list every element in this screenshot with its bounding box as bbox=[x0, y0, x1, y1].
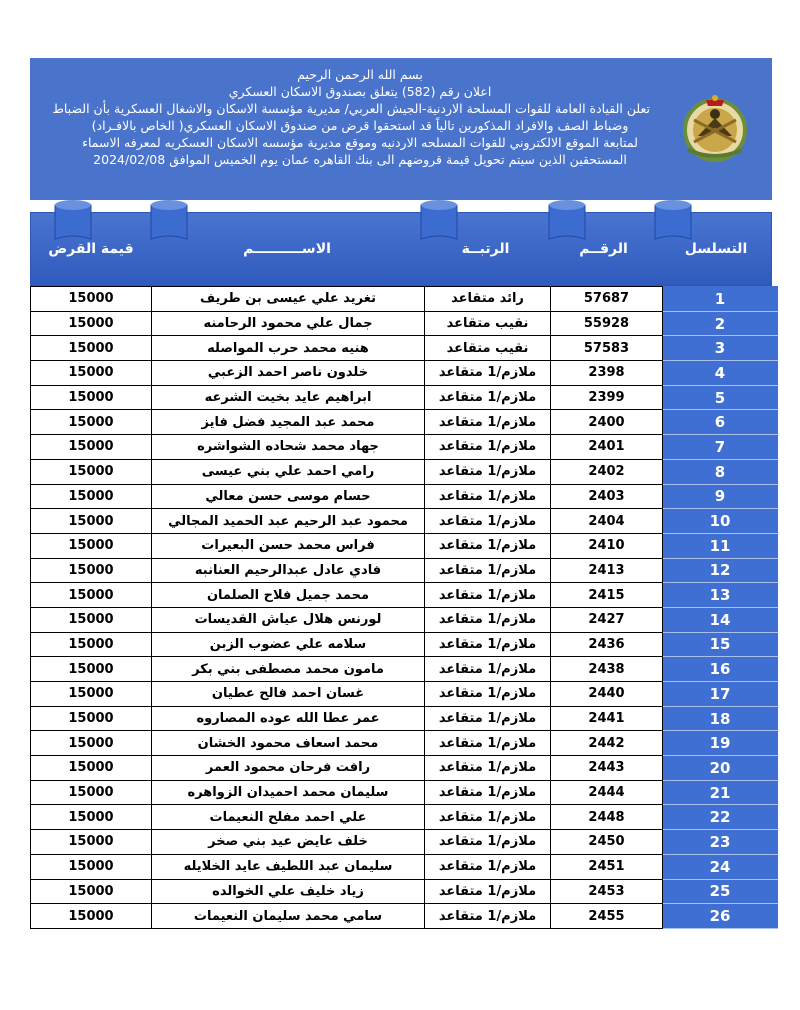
seq-cell: 26 bbox=[663, 904, 778, 929]
table-row bbox=[31, 632, 778, 657]
rank-cell: ملازم/1 متقاعد bbox=[425, 830, 551, 855]
name-cell: محمود عبد الرحيم عبد الحميد المجالي bbox=[152, 509, 425, 534]
header-number: الرقــم bbox=[579, 241, 628, 257]
seq-cell: 22 bbox=[663, 805, 778, 830]
announcement-line: لمتابعة الموقع الالكتروني للقوات المسلحه الاردنيه وموقع مديرية مؤسسه الاسكان العسكريه لمعرفه الاسماء bbox=[82, 135, 638, 150]
seq-cell: 4 bbox=[663, 361, 778, 386]
table-row bbox=[31, 410, 778, 435]
number-cell: 2441 bbox=[551, 706, 663, 731]
amount-cell: 15000 bbox=[31, 879, 152, 904]
seq-cell: 24 bbox=[663, 854, 778, 879]
table-row bbox=[31, 830, 778, 855]
amount-cell: 15000 bbox=[31, 484, 152, 509]
number-cell: 2440 bbox=[551, 682, 663, 707]
announcement-text bbox=[52, 66, 650, 168]
seq-cell: 14 bbox=[663, 607, 778, 632]
basmala-line: بسم الله الرحمن الرحيم bbox=[297, 67, 423, 82]
table-row bbox=[31, 533, 778, 558]
table-row bbox=[31, 311, 778, 336]
rank-cell: ملازم/1 متقاعد bbox=[425, 904, 551, 929]
number-cell: 2402 bbox=[551, 459, 663, 484]
rank-cell: ملازم/1 متقاعد bbox=[425, 361, 551, 386]
name-cell: حسام موسى حسن معالي bbox=[152, 484, 425, 509]
rank-cell: ملازم/1 متقاعد bbox=[425, 632, 551, 657]
table-row bbox=[31, 904, 778, 929]
table-row bbox=[31, 484, 778, 509]
seq-cell: 19 bbox=[663, 731, 778, 756]
number-cell: 2451 bbox=[551, 854, 663, 879]
rank-cell: ملازم/1 متقاعد bbox=[425, 558, 551, 583]
amount-cell: 15000 bbox=[31, 459, 152, 484]
seq-cell: 12 bbox=[663, 558, 778, 583]
name-cell: سليمان عبد اللطيف عايد الخلايله bbox=[152, 854, 425, 879]
number-cell: 2443 bbox=[551, 756, 663, 781]
table-row bbox=[31, 731, 778, 756]
table-row bbox=[31, 583, 778, 608]
rank-cell: ملازم/1 متقاعد bbox=[425, 805, 551, 830]
number-cell: 55928 bbox=[551, 311, 663, 336]
announcement-title: اعلان رقم (582) يتعلق بصندوق الاسكان العسكري bbox=[228, 84, 492, 99]
table-row bbox=[31, 385, 778, 410]
seq-cell: 2 bbox=[663, 311, 778, 336]
amount-cell: 15000 bbox=[31, 706, 152, 731]
name-cell: رافت فرحان محمود العمر bbox=[152, 756, 425, 781]
table-row bbox=[31, 879, 778, 904]
rank-cell: ملازم/1 متقاعد bbox=[425, 607, 551, 632]
table-row bbox=[31, 435, 778, 460]
table-row bbox=[31, 682, 778, 707]
seq-cell: 18 bbox=[663, 706, 778, 731]
table-row bbox=[31, 657, 778, 682]
name-cell: سلامه علي عضوب الزبن bbox=[152, 632, 425, 657]
header-rank: الرتبــة bbox=[461, 241, 510, 257]
name-cell: مامون محمد مصطفى بني بكر bbox=[152, 657, 425, 682]
number-cell: 2438 bbox=[551, 657, 663, 682]
rank-cell: ملازم/1 متقاعد bbox=[425, 583, 551, 608]
number-cell: 2399 bbox=[551, 385, 663, 410]
name-cell: محمد اسعاف محمود الخشان bbox=[152, 731, 425, 756]
amount-cell: 15000 bbox=[31, 583, 152, 608]
table-row bbox=[31, 287, 778, 312]
name-cell: سامي محمد سليمان النعيمات bbox=[152, 904, 425, 929]
announcement-line: تعلن القيادة العامة للقوات المسلحة الاردنية-الجيش العربي/ مديرية مؤسسة الاسكان والاشغال العسكرية بأن الضباط bbox=[52, 101, 650, 116]
rank-cell: ملازم/1 متقاعد bbox=[425, 509, 551, 534]
rank-cell: ملازم/1 متقاعد bbox=[425, 410, 551, 435]
name-cell: رامي احمد علي بني عيسى bbox=[152, 459, 425, 484]
table-row bbox=[31, 805, 778, 830]
rank-cell: ملازم/1 متقاعد bbox=[425, 657, 551, 682]
amount-cell: 15000 bbox=[31, 558, 152, 583]
seq-cell: 10 bbox=[663, 509, 778, 534]
announcement-banner bbox=[30, 58, 772, 200]
number-cell: 2401 bbox=[551, 435, 663, 460]
name-cell: عمر عطا الله عوده المصاروه bbox=[152, 706, 425, 731]
name-cell: علي احمد مفلح النعيمات bbox=[152, 805, 425, 830]
name-cell: محمد عبد المجيد فضل فايز bbox=[152, 410, 425, 435]
name-cell: هنيه محمد حرب المواصله bbox=[152, 336, 425, 361]
number-cell: 2427 bbox=[551, 607, 663, 632]
seq-cell: 8 bbox=[663, 459, 778, 484]
amount-cell: 15000 bbox=[31, 435, 152, 460]
jordan-armed-forces-emblem-icon bbox=[678, 90, 752, 164]
seq-cell: 6 bbox=[663, 410, 778, 435]
name-cell: زياد خليف علي الخوالده bbox=[152, 879, 425, 904]
number-cell: 2455 bbox=[551, 904, 663, 929]
number-cell: 2404 bbox=[551, 509, 663, 534]
table-header bbox=[30, 212, 772, 286]
rank-cell: نقيب متقاعد bbox=[425, 336, 551, 361]
announcement-line: المستحقين الذين سيتم تحويل قيمة قروضهم الى بنك القاهره عمان يوم الخميس الموافق 2024/02/08 bbox=[93, 152, 627, 167]
seq-cell: 17 bbox=[663, 682, 778, 707]
rank-cell: ملازم/1 متقاعد bbox=[425, 780, 551, 805]
amount-cell: 15000 bbox=[31, 410, 152, 435]
table-row bbox=[31, 756, 778, 781]
announcement-line: وضباط الصف والافراد المذكورين تالياً قد استحقوا قرض من صندوق الاسكان العسكري( الخاص بالافـراد) bbox=[91, 118, 629, 133]
rank-cell: ملازم/1 متقاعد bbox=[425, 706, 551, 731]
rank-cell: ملازم/1 متقاعد bbox=[425, 879, 551, 904]
seq-cell: 15 bbox=[663, 632, 778, 657]
seq-cell: 25 bbox=[663, 879, 778, 904]
number-cell: 2403 bbox=[551, 484, 663, 509]
rank-cell: ملازم/1 متقاعد bbox=[425, 385, 551, 410]
table-row bbox=[31, 558, 778, 583]
seq-cell: 7 bbox=[663, 435, 778, 460]
name-cell: سليمان محمد احميدان الزواهره bbox=[152, 780, 425, 805]
name-cell: جهاد محمد شحاده الشواشره bbox=[152, 435, 425, 460]
name-cell: ابراهيم عايد بخيت الشرعه bbox=[152, 385, 425, 410]
name-cell: خلف عايض عيد بني صخر bbox=[152, 830, 425, 855]
number-cell: 2450 bbox=[551, 830, 663, 855]
amount-cell: 15000 bbox=[31, 731, 152, 756]
rank-cell: ملازم/1 متقاعد bbox=[425, 533, 551, 558]
seq-cell: 16 bbox=[663, 657, 778, 682]
header-name: الاســــــــــم bbox=[243, 241, 331, 257]
rank-cell: نقيب متقاعد bbox=[425, 311, 551, 336]
loan-table bbox=[30, 212, 772, 929]
amount-cell: 15000 bbox=[31, 336, 152, 361]
rank-cell: ملازم/1 متقاعد bbox=[425, 484, 551, 509]
amount-cell: 15000 bbox=[31, 805, 152, 830]
seq-cell: 11 bbox=[663, 533, 778, 558]
amount-cell: 15000 bbox=[31, 287, 152, 312]
amount-cell: 15000 bbox=[31, 854, 152, 879]
amount-cell: 15000 bbox=[31, 607, 152, 632]
name-cell: محمد جميل فلاح الصلمان bbox=[152, 583, 425, 608]
rank-cell: ملازم/1 متقاعد bbox=[425, 459, 551, 484]
name-cell: لورنس هلال عياش القديسات bbox=[152, 607, 425, 632]
table-row bbox=[31, 509, 778, 534]
table-body bbox=[30, 286, 778, 929]
amount-cell: 15000 bbox=[31, 533, 152, 558]
table-row bbox=[31, 854, 778, 879]
seq-cell: 21 bbox=[663, 780, 778, 805]
amount-cell: 15000 bbox=[31, 509, 152, 534]
header-amount: قيمة القرض bbox=[48, 241, 134, 257]
seq-cell: 1 bbox=[663, 287, 778, 312]
seq-cell: 5 bbox=[663, 385, 778, 410]
table-row bbox=[31, 780, 778, 805]
amount-cell: 15000 bbox=[31, 830, 152, 855]
header-seq: التسلسل bbox=[684, 241, 748, 257]
name-cell: فادي عادل عبدالرحيم العنانبه bbox=[152, 558, 425, 583]
rank-cell: ملازم/1 متقاعد bbox=[425, 435, 551, 460]
seq-cell: 3 bbox=[663, 336, 778, 361]
table-row bbox=[31, 459, 778, 484]
rank-cell: ملازم/1 متقاعد bbox=[425, 731, 551, 756]
number-cell: 2453 bbox=[551, 879, 663, 904]
number-cell: 2436 bbox=[551, 632, 663, 657]
name-cell: جمال علي محمود الرحامنه bbox=[152, 311, 425, 336]
amount-cell: 15000 bbox=[31, 756, 152, 781]
name-cell: تغريد علي عيسى بن طريف bbox=[152, 287, 425, 312]
amount-cell: 15000 bbox=[31, 682, 152, 707]
number-cell: 2415 bbox=[551, 583, 663, 608]
amount-cell: 15000 bbox=[31, 385, 152, 410]
number-cell: 2400 bbox=[551, 410, 663, 435]
seq-cell: 23 bbox=[663, 830, 778, 855]
seq-cell: 9 bbox=[663, 484, 778, 509]
table-row bbox=[31, 607, 778, 632]
amount-cell: 15000 bbox=[31, 361, 152, 386]
rank-cell: ملازم/1 متقاعد bbox=[425, 854, 551, 879]
rank-cell: ملازم/1 متقاعد bbox=[425, 682, 551, 707]
table-row bbox=[31, 336, 778, 361]
seq-cell: 20 bbox=[663, 756, 778, 781]
name-cell: خلدون ناصر احمد الزعبي bbox=[152, 361, 425, 386]
number-cell: 2448 bbox=[551, 805, 663, 830]
table-row bbox=[31, 361, 778, 386]
rank-cell: رائد متقاعد bbox=[425, 287, 551, 312]
table-row bbox=[31, 706, 778, 731]
seq-cell: 13 bbox=[663, 583, 778, 608]
amount-cell: 15000 bbox=[31, 657, 152, 682]
number-cell: 57687 bbox=[551, 287, 663, 312]
number-cell: 2398 bbox=[551, 361, 663, 386]
number-cell: 2410 bbox=[551, 533, 663, 558]
name-cell: غسان احمد فالح عطيان bbox=[152, 682, 425, 707]
name-cell: فراس محمد حسن البعيرات bbox=[152, 533, 425, 558]
amount-cell: 15000 bbox=[31, 311, 152, 336]
number-cell: 2442 bbox=[551, 731, 663, 756]
amount-cell: 15000 bbox=[31, 904, 152, 929]
number-cell: 57583 bbox=[551, 336, 663, 361]
amount-cell: 15000 bbox=[31, 780, 152, 805]
number-cell: 2444 bbox=[551, 780, 663, 805]
rank-cell: ملازم/1 متقاعد bbox=[425, 756, 551, 781]
number-cell: 2413 bbox=[551, 558, 663, 583]
amount-cell: 15000 bbox=[31, 632, 152, 657]
